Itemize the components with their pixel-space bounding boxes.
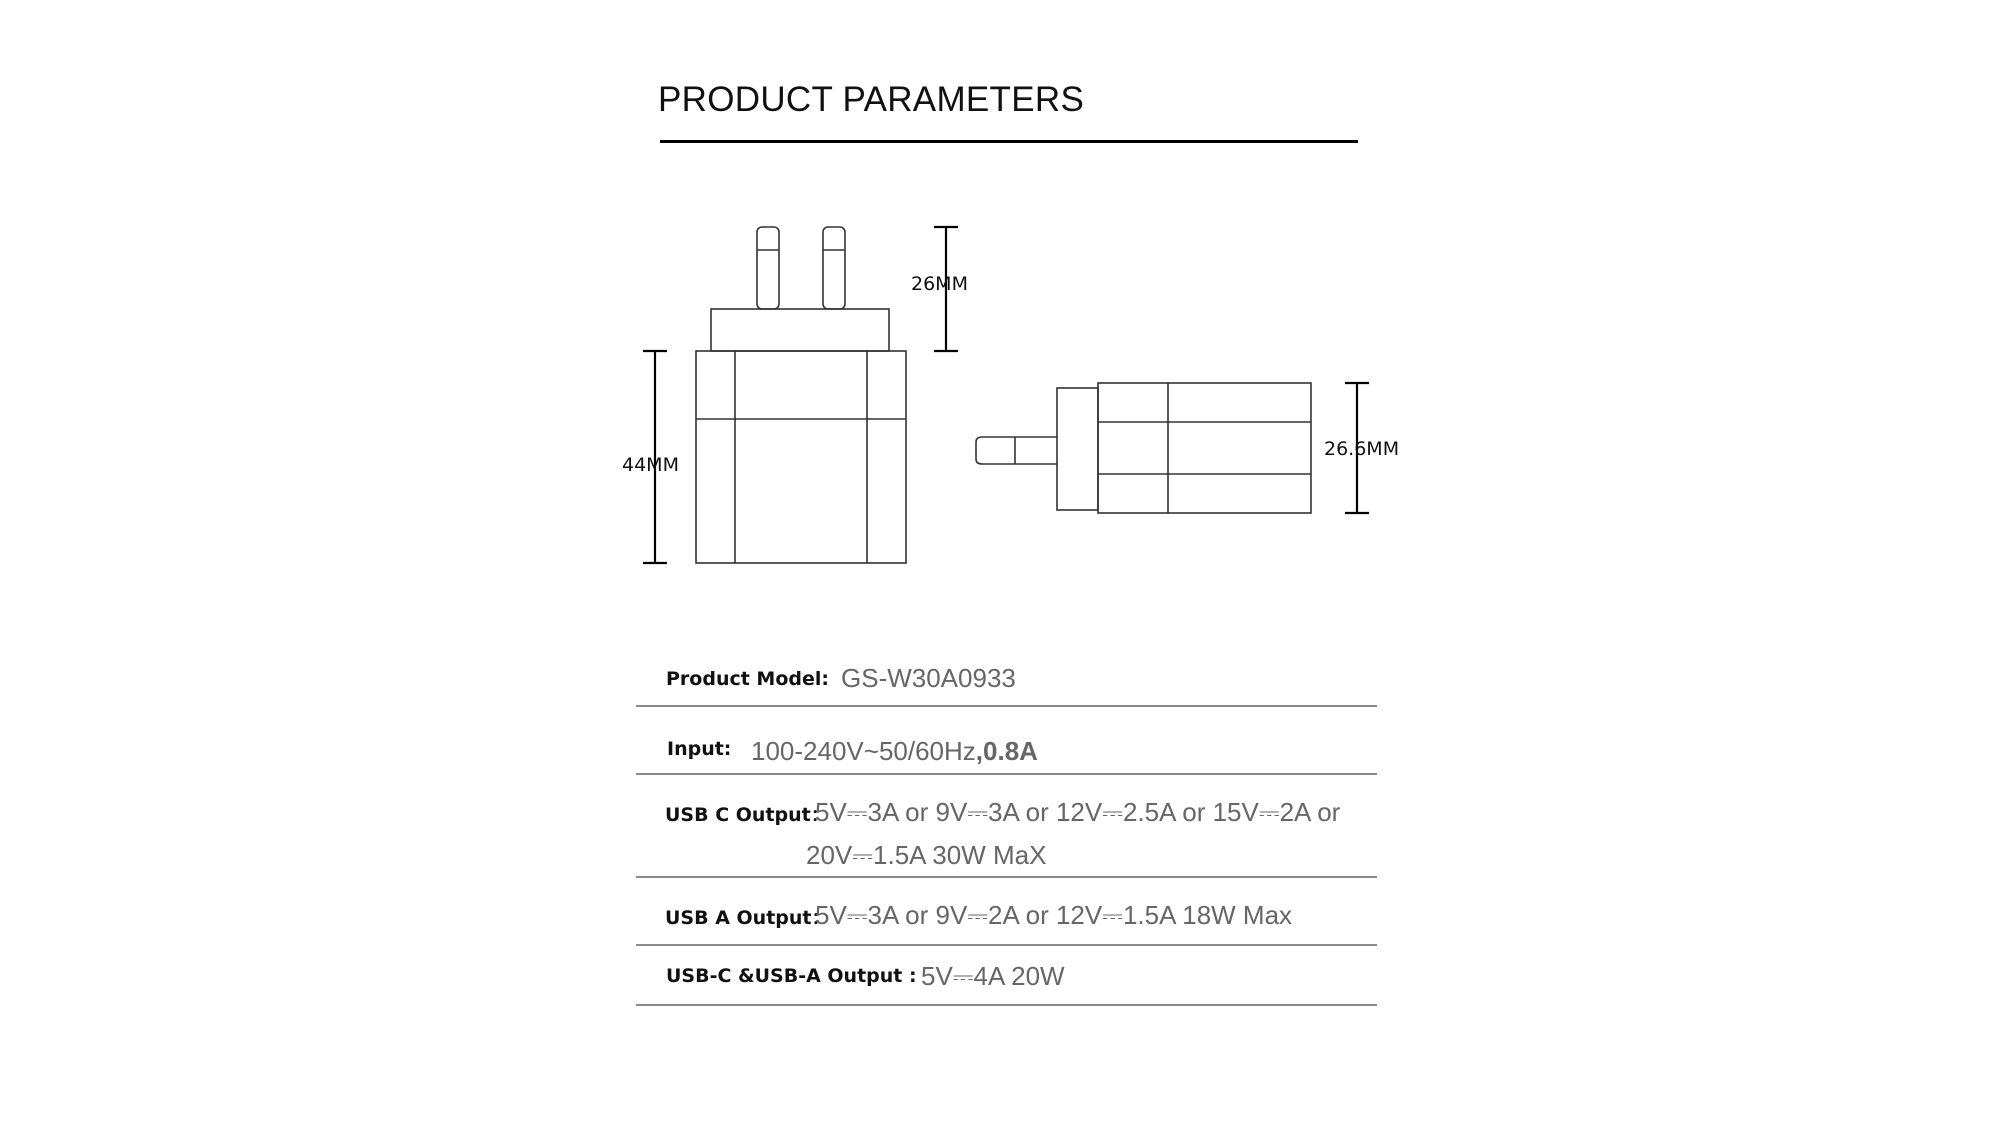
side-view-prongs (976, 437, 1057, 464)
plug-height-label: 26MM (911, 273, 968, 295)
row-divider (636, 876, 1377, 878)
spec-value-strong: ,0.8A (975, 736, 1038, 766)
front-view-body (696, 351, 906, 563)
side-depth-label: 26.6MM (1324, 438, 1400, 460)
front-view-prongs (757, 227, 845, 309)
spec-value-line-2: 20V⎓1.5A 30W MaX (806, 840, 1047, 870)
spec-label: USB-C &USB-A Output : (666, 965, 917, 987)
row-divider (636, 1004, 1377, 1006)
spec-label: USB A Output： (665, 907, 831, 929)
row-divider (636, 705, 1377, 707)
spec-value: 5V⎓3A or 9V⎓3A or 12V⎓2.5A or 15V⎓2A or (815, 797, 1341, 827)
spec-value: 5V⎓4A 20W (921, 961, 1065, 991)
body-height-label: 44MM (622, 454, 679, 476)
spec-value (751, 736, 1038, 767)
row-divider (636, 944, 1377, 946)
side-view-plug-base (1057, 388, 1098, 510)
spec-label: USB C Output： (665, 804, 830, 826)
row-divider (636, 773, 1377, 775)
spec-value-main: 100-240V~50/60Hz (751, 736, 976, 766)
spec-value: GS-W30A0933 (841, 663, 1016, 693)
spec-value: 5V⎓3A or 9V⎓2A or 12V⎓1.5A 18W Max (815, 900, 1293, 930)
spec-label: Input: (667, 738, 732, 760)
page-title: PRODUCT PARAMETERS (658, 80, 1085, 119)
side-view-body (1098, 383, 1311, 513)
front-view-plug-base (711, 309, 889, 351)
spec-label: Product Model: (666, 668, 829, 690)
